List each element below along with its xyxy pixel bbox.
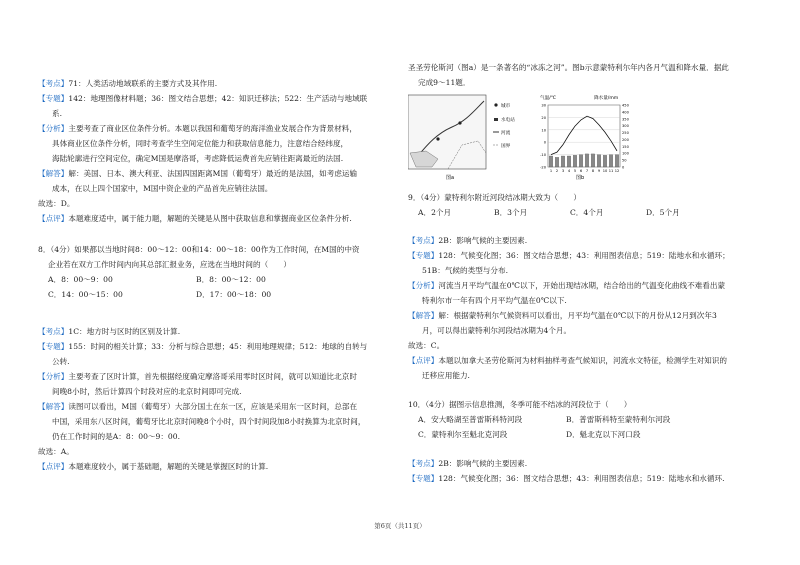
text-content: 成本，在以上四个国家中，M国中资企业的产品首先应销往法国。 (52, 184, 273, 193)
chart-caption: 图b (576, 175, 585, 181)
question-text: 企业若在双方工作时间内向其总部汇报业务，应选在当地时间的（ ） (48, 260, 291, 269)
text-line (52, 431, 180, 442)
x-tick-label: 5 (573, 169, 577, 173)
y-tick-label: 30 (541, 103, 546, 108)
answer-option: A．安大略湖至普雷斯科特河段 (418, 415, 523, 424)
answer-option: B．普雷斯科特至蒙特利尔河段 (566, 415, 671, 424)
answer-option: D．魁北克以下河口段 (566, 430, 641, 439)
text-content: 2B：影响气候的主要因素. (438, 236, 528, 245)
answer-option: B．3个月 (494, 208, 528, 217)
chart-ylabel-right: 降水量/mm (594, 96, 619, 101)
section-tag: 【专题】 (408, 251, 439, 260)
text-line (38, 341, 367, 352)
text-content: 仍在工作时间的是A：8：00～9：00. (52, 432, 181, 441)
text-line (422, 325, 571, 336)
y-tick-label: 10 (541, 128, 546, 133)
text-content: 51B：气候的类型与分布. (422, 266, 508, 275)
text-line (52, 416, 365, 427)
section-tag: 【解答】 (38, 169, 69, 178)
y2-tick-label: 250 (622, 131, 629, 136)
text-line (38, 123, 357, 134)
text-content: 71：人类活动地域联系的主要方式及其作用. (68, 79, 218, 88)
y2-tick-label: 50 (622, 158, 627, 163)
answer-option: C．14：00～15：00 (48, 290, 123, 299)
text-content: 1C：地方时与区时的区别及计算. (68, 327, 181, 336)
text-content: 月，可以得出蒙特利尔河段结冰期为4个月。 (422, 326, 572, 335)
precip-bar (603, 155, 607, 167)
x-tick-label: 10 (602, 169, 608, 173)
precip-bar (585, 154, 589, 167)
text-content: 具体商业区位条件分析，同时考查学生空间定位能力和获取信息能力，注意结合经纬度， (52, 139, 349, 148)
text-content: 本题难度适中，属于能力题，解题的关键是从图中获取信息和掌握商业区位条件分析. (68, 214, 352, 223)
answer-option: B．8：00～12：00 (196, 275, 266, 284)
x-tick-label: 11 (608, 169, 614, 173)
text-content: 河流当月平均气温在0℃以下，开始出现结冰期，结合给出的气温变化曲线不难看出蒙 (438, 281, 726, 290)
text-line (38, 78, 217, 89)
y-tick-label: 20 (541, 115, 546, 120)
answer-option: D．5个月 (646, 208, 680, 217)
precip-bar (609, 155, 613, 167)
question-text: 8．（4分）如果都以当地时间8：00～12：00和14：00～18：00作为工作时间，在M国的中资 (38, 245, 360, 254)
text-content: 读图可以看出，M国（葡萄牙）大部分国土在东一区，应该是采用东一区时间，总部在 (68, 402, 358, 411)
y2-tick-label: 150 (622, 144, 629, 149)
section-tag: 【考点】 (38, 79, 69, 88)
text-content: 海陆轮廓进行空间定位，确定M国是摩洛哥，考虑降低运费首先应销往距离最近的法国. (52, 154, 344, 163)
section-tag: 【分析】 (38, 372, 69, 381)
text-line (38, 326, 180, 337)
map-caption: 图a (446, 175, 455, 181)
city-marker (458, 121, 461, 124)
city-marker (436, 137, 439, 140)
precip-bar (597, 155, 601, 167)
text-line (38, 93, 367, 104)
section-tag: 【点评】 (38, 214, 69, 223)
text-line (422, 370, 470, 381)
section-tag: 【考点】 (408, 236, 439, 245)
x-tick-label: 2 (555, 169, 559, 173)
text-content: 155：时间的相关计算；33：分析与综合思想；45：利用地理规律；512：地球的自转与 (68, 342, 368, 351)
answer-option: A．8：00～9：00 (48, 275, 113, 284)
x-tick-label: 3 (561, 169, 565, 173)
text-line (408, 355, 727, 366)
section-tag: 【解答】 (38, 402, 69, 411)
text-line (52, 138, 348, 149)
section-tag: 【分析】 (408, 281, 439, 290)
text-line (52, 386, 242, 397)
x-tick-label: 1 (549, 169, 553, 173)
text-content: 142：地理图像材料题；36：图文结合思想；42：知识迁移法；522：生产活动与地域联 (68, 94, 368, 103)
figure (408, 93, 648, 183)
legend-city-icon (494, 103, 497, 106)
section-tag: 【考点】 (38, 327, 69, 336)
text-content: 故选：A。 (38, 447, 74, 456)
figure-svg (408, 93, 648, 183)
text-line (38, 371, 357, 382)
section-tag: 【点评】 (408, 356, 439, 365)
y-tick-label: -20 (540, 165, 546, 170)
y-tick-label: -10 (540, 153, 546, 158)
text-line (38, 401, 357, 412)
text-content: 中国，采用东八区时间，葡萄牙比北京时间晚8个小时，四个时间段加8小时换算为北京时间， (52, 417, 366, 426)
answer-option: C．蒙特利尔至魁北克河段 (418, 430, 508, 439)
text-content: 128：气候变化图；36：图文结合思想；43：利用图表信息；519：陆地水和水循环. (438, 474, 725, 483)
precip-bar (615, 155, 619, 167)
y2-tick-label: 300 (622, 124, 629, 129)
text-content: 故选：C。 (408, 341, 445, 350)
text-content: 特利尔市一年有四个月平均气温在0℃以下. (422, 296, 567, 305)
legend-item: 水电站 (501, 118, 515, 123)
text-content: 128：气候变化图；36：图文结合思想；43：利用图表信息；519：陆地水和水循环； (438, 251, 730, 260)
text-content: 主要考查了区时计算，首先根据经度确定摩洛哥采用零时区时间，就可以知道比北京时 (68, 372, 357, 381)
legend-hydro-icon (494, 118, 498, 121)
y2-tick-label: 350 (622, 117, 629, 122)
precip-bar (579, 155, 583, 167)
precip-bar (555, 157, 559, 167)
text-line (38, 213, 352, 224)
text-content: 本题以加拿大圣劳伦斯河为材料抽样考查气候知识，河流水文特征，检测学生对知识的 (438, 356, 727, 365)
text-line (408, 280, 725, 291)
question-text: 10．（4分）据图示信息推测，冬季可能不结冰的河段位于（ ） (408, 400, 632, 409)
text-line (408, 310, 717, 321)
text-line (38, 198, 74, 209)
y2-tick-label: 100 (622, 151, 629, 156)
answer-option: D．17：00～18：00 (196, 290, 272, 299)
text-line (408, 340, 444, 351)
y2-tick-label: 400 (622, 110, 629, 115)
x-tick-label: 9 (597, 169, 601, 173)
question-text: 9．（4分）蒙特利尔附近河段结冰期大致为（ ） (408, 193, 581, 202)
section-tag: 【专题】 (38, 342, 69, 351)
y2-tick-label: 450 (622, 103, 629, 108)
precip-bar (567, 156, 571, 167)
x-tick-label: 6 (579, 169, 583, 173)
text-content: 解：根据蒙特利尔气候资料可以看出，月平均气温在0℃以下的月份从12月到次年3 (438, 311, 717, 320)
section-tag: 【专题】 (408, 474, 439, 483)
legend-item: 城市 (501, 104, 511, 109)
text-line (52, 108, 62, 119)
text-line (52, 356, 70, 367)
text-line (38, 461, 268, 472)
answer-option: C．4个月 (570, 208, 604, 217)
precip-bar (549, 156, 553, 167)
text-content: 迁移应用能力. (422, 371, 470, 380)
chart-ylabel-left: 气温/℃ (540, 96, 556, 101)
text-content: 解：美国、日本、澳大利亚、法国四国距离M国（葡萄牙）最近的是法国，如考虑运输 (68, 169, 358, 178)
text-content: 2B：影响气候的主要因素. (438, 459, 528, 468)
y-tick-label: 0 (543, 140, 546, 145)
text-content: 本题难度较小，属于基础题，解题的关键是掌握区时的计算. (68, 462, 269, 471)
text-line (38, 446, 74, 457)
text-content: 主要考查了商业区位条件分析。本题以我国和葡萄牙的海洋渔业发展合作为背景材料， (68, 124, 357, 133)
text-content: 间晚8小时，然后计算四个时段对应的北京时间即可完成. (52, 387, 242, 396)
text-line (408, 250, 730, 261)
text-line (408, 473, 725, 484)
x-tick-label: 4 (567, 169, 571, 173)
section-tag: 【分析】 (38, 124, 69, 133)
intro-text: 圣圣劳伦斯河（图a）是一条著名的“冰冻之河”。图b示意蒙特利尔年内各月气温和降水量．据此 (408, 63, 729, 72)
x-tick-label: 7 (585, 169, 589, 173)
answer-option: A．2个月 (418, 208, 452, 217)
text-line (52, 153, 343, 164)
section-tag: 【专题】 (38, 94, 69, 103)
temperature-line (551, 116, 617, 154)
section-tag: 【考点】 (408, 459, 439, 468)
text-line (408, 458, 527, 469)
precip-bar (561, 156, 565, 167)
legend-item: 国界 (501, 144, 511, 149)
x-tick-label: 8 (591, 169, 595, 173)
climate-chart (540, 94, 630, 181)
y2-tick-label: 200 (622, 137, 629, 142)
section-tag: 【点评】 (38, 462, 69, 471)
text-content: 故选：D。 (38, 199, 75, 208)
text-content: 系. (52, 109, 63, 118)
legend-item: 河流 (501, 131, 511, 136)
precip-bar (573, 155, 577, 167)
section-tag: 【解答】 (408, 311, 439, 320)
precip-bar (591, 154, 595, 167)
text-line (408, 235, 527, 246)
text-line (52, 183, 272, 194)
legend (493, 102, 515, 149)
text-line (38, 168, 357, 179)
y2-tick-label: 0 (622, 165, 625, 170)
text-line (422, 265, 508, 276)
intro-text: 完成9～11题． (418, 78, 471, 87)
text-line (422, 295, 567, 306)
page-footer: 第6页（共11页） (374, 522, 426, 530)
text-content: 公转. (52, 357, 70, 366)
x-tick-label: 12 (614, 169, 620, 173)
